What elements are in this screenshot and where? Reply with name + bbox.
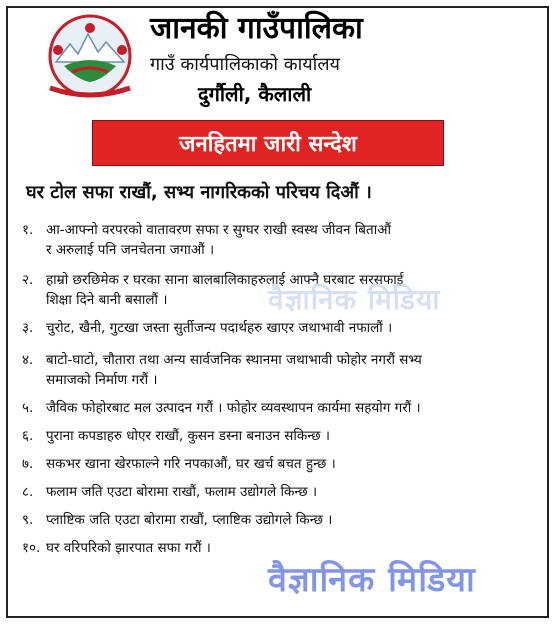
list-item xyxy=(22,270,542,310)
list-item-text xyxy=(46,426,536,446)
list-item xyxy=(22,398,542,418)
list-item-line: शिक्षा दिने बानी बसालौं । xyxy=(46,292,168,308)
list-item-text xyxy=(46,510,536,530)
nepal-government-emblem-icon xyxy=(42,10,138,102)
list-item-number: ३. xyxy=(22,320,34,336)
office-location: दुर्गौली, कैलाली xyxy=(198,82,312,106)
list-item xyxy=(22,426,542,446)
list-item-number: १०. xyxy=(22,540,41,556)
list-item-text xyxy=(46,350,536,390)
list-item-line: र अरुलाई पनि जनचेतना जगाऔं । xyxy=(46,242,215,258)
list-item-line: जैविक फोहोरबाट मल उत्पादन गरौं । फोहोर व्यवस्थापन कार्यमा सहयोग गरौं । xyxy=(46,400,421,416)
list-item xyxy=(22,482,542,502)
banner-text: जनहितमा जारी सन्देश xyxy=(179,132,357,157)
list-item-line: चुरोट, खैनी, गुटखा जस्ता सुर्तीजन्य पदार्थहरु खाएर जथाभावी नफालौं । xyxy=(46,320,393,336)
watermark-center: वैज्ञानिक मिडिया xyxy=(268,283,441,316)
list-item-line: पुराना कपडाहरु धोएर राखौं, कुसन डस्ना बनाउन सकिन्छ । xyxy=(46,428,331,444)
list-item-number: २. xyxy=(22,272,34,288)
notice-headline: घर टोल सफा राखौं, सभ्य नागरिकको परिचय दिऔं । xyxy=(26,182,372,203)
municipality-title: जानकी गाउँपालिका xyxy=(150,11,363,46)
list-item-text xyxy=(46,318,536,338)
list-item xyxy=(22,350,542,390)
list-item-text xyxy=(46,454,536,474)
list-item xyxy=(22,510,542,530)
list-item-text xyxy=(46,270,536,310)
list-item xyxy=(22,220,542,260)
list-item-line: समाजको निर्माण गरौं । xyxy=(46,372,158,388)
list-item-text xyxy=(46,220,536,260)
public-notice-banner xyxy=(92,120,444,166)
list-item-number: ५. xyxy=(22,400,34,416)
list-item-line: बाटो-घाटो, चौतारा तथा अन्य सार्वजनिक स्थानमा जथाभावी फोहोर नगरौं सभ्य xyxy=(46,352,422,368)
list-item-line: हाम्रो छरछिमेक र घरका साना बालबालिकाहरुलाई आफ्नै घरबाट सरसफाई xyxy=(46,272,404,288)
list-item-line: फलाम जति एउटा बोरामा राखौं, फलाम उद्योगले किन्छ । xyxy=(46,484,318,500)
list-item-line: आ-आफ्नो वरपरको वातावरण सफा र सुग्घर राखी स्वस्थ जीवन बिताऔं xyxy=(46,222,392,238)
list-item-number: ६. xyxy=(22,428,34,444)
office-subtitle: गाउँ कार्यपालिकाको कार्यालय xyxy=(150,54,340,75)
list-item-line: प्लाष्टिक जति एउटा बोरामा राखौं, प्लाष्टिक उद्योगले किन्छ । xyxy=(46,512,333,528)
list-item xyxy=(22,454,542,474)
list-item xyxy=(22,318,542,338)
list-item-text xyxy=(46,398,536,418)
list-item-number: ७. xyxy=(22,456,34,472)
watermark-bottom: वैज्ञानिक मिडिया xyxy=(268,560,476,600)
list-item-number: १. xyxy=(22,222,34,238)
list-item-number: ९. xyxy=(22,512,34,528)
list-item-number: ८. xyxy=(22,484,34,500)
list-item-text xyxy=(46,482,536,502)
list-item-text xyxy=(46,538,536,558)
list-item xyxy=(22,538,542,558)
list-item-line: सकभर खाना खेरफाल्ने गरि नपकाऔं, घर खर्च बचत हुन्छ । xyxy=(46,456,336,472)
guideline-list xyxy=(22,220,542,558)
list-item-line: घर वरिपरिको झारपात सफा गरौं । xyxy=(46,540,211,556)
list-item-number: ४. xyxy=(22,352,34,368)
